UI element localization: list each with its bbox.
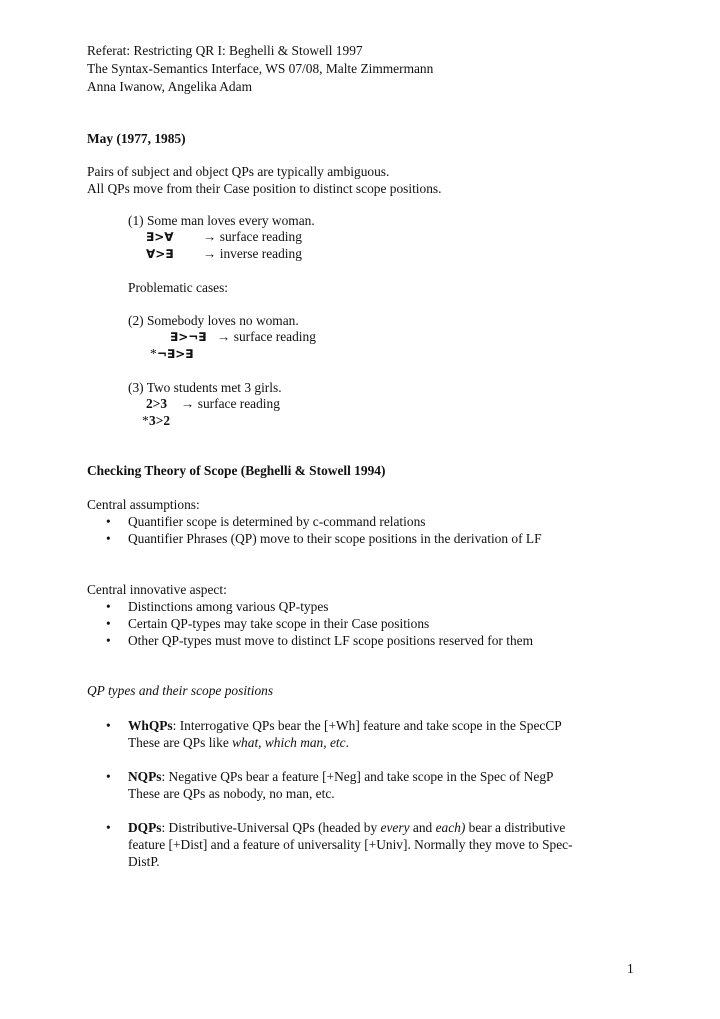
bullet-icon: • xyxy=(106,769,111,784)
nqp-term: NQPs xyxy=(128,769,162,784)
list-item: Certain QP-types may take scope in their Case positions xyxy=(128,616,430,631)
example-2-star: * xyxy=(150,346,157,361)
list-item: Distinctions among various QP-types xyxy=(128,599,329,614)
bullet-icon: • xyxy=(106,616,111,631)
section-heading-checking-theory: Checking Theory of Scope (Beghelli & Stowell 1994) xyxy=(87,463,386,478)
example-1-sentence: (1) Some man loves every woman. xyxy=(128,213,315,228)
dqp-line-2: feature [+Dist] and a feature of universality [+Univ]. Normally they move to Spec- xyxy=(128,837,573,852)
example-3-sentence: (3) Two students met 3 girls. xyxy=(128,380,282,395)
example-2-formula-inverse: ¬∃>∃ xyxy=(157,347,194,361)
example-3-surface-reading: → surface reading xyxy=(181,396,280,411)
paragraph: All QPs move from their Case position to distinct scope positions. xyxy=(87,181,442,196)
dqp-and: and xyxy=(409,820,436,835)
bullet-icon: • xyxy=(106,531,111,546)
example-3-formula-surface: 2>3 xyxy=(146,396,168,411)
section-heading-may: May (1977, 1985) xyxy=(87,131,186,146)
example-1-inverse-reading: → inverse reading xyxy=(203,246,302,261)
bullet-icon: • xyxy=(106,820,111,835)
whqp-line-2 xyxy=(128,734,349,751)
dqp-text-1: : Distributive-Universal QPs (headed by xyxy=(161,820,381,835)
central-assumptions-label: Central assumptions: xyxy=(87,497,200,512)
nqp-text: : Negative QPs bear a feature [+Neg] and take scope in the Spec of NegP xyxy=(161,769,554,784)
bullet-icon: • xyxy=(106,718,111,733)
whqp-examples: what, which man, etc xyxy=(232,735,346,750)
header-line-3: Anna Iwanow, Angelika Adam xyxy=(87,79,252,94)
header-line-1: Referat: Restricting QR I: Beghelli & Stowell 1997 xyxy=(87,43,363,58)
dqp-line-1 xyxy=(128,819,565,836)
list-item: Quantifier scope is determined by c-command relations xyxy=(128,514,426,529)
bullet-icon: • xyxy=(106,599,111,614)
page-number: 1 xyxy=(627,961,634,976)
central-innovative-label: Central innovative aspect: xyxy=(87,582,227,597)
bullet-icon: • xyxy=(106,633,111,648)
header-line-2: The Syntax-Semantics Interface, WS 07/08, Malte Zimmermann xyxy=(87,61,434,76)
example-2-surface-reading: → surface reading xyxy=(217,329,316,344)
list-item: Other QP-types must move to distinct LF scope positions reserved for them xyxy=(128,633,534,648)
dqp-term: DQPs xyxy=(128,820,162,835)
whqp-term: WhQPs xyxy=(128,718,173,733)
example-1-surface-reading: → surface reading xyxy=(203,229,302,244)
whqp-line-1 xyxy=(128,717,562,734)
bullet-icon: • xyxy=(106,514,111,529)
dqp-line-3: DistP. xyxy=(128,854,160,869)
example-2-formula-surface: ∃>¬∃ xyxy=(170,330,207,344)
section-heading-qp-types: QP types and their scope positions xyxy=(87,683,274,698)
example-3-formula-inverse: 3>2 xyxy=(149,413,171,428)
problematic-cases-label: Problematic cases: xyxy=(128,280,229,295)
example-2-sentence: (2) Somebody loves no woman. xyxy=(128,313,299,328)
dqp-text-2: bear a distributive xyxy=(465,820,566,835)
whqp-text: : Interrogative QPs bear the [+Wh] feature and take scope in the SpecCP xyxy=(172,718,562,733)
dqp-every: every xyxy=(380,820,410,835)
dqp-each: each) xyxy=(435,820,466,835)
example-1-formula-surface: ∃>∀ xyxy=(146,230,174,244)
list-item: Quantifier Phrases (QP) move to their scope positions in the derivation of LF xyxy=(128,531,542,546)
paragraph: Pairs of subject and object QPs are typically ambiguous. xyxy=(87,164,390,179)
whqp-period: . xyxy=(345,735,349,750)
example-1-formula-inverse: ∀>∃ xyxy=(146,247,174,261)
whqp-line-2-text: These are QPs like xyxy=(128,735,233,750)
nqp-line-2: These are QPs as nobody, no man, etc. xyxy=(128,786,335,801)
nqp-line-1 xyxy=(128,768,554,785)
example-3-star: * xyxy=(142,413,149,428)
